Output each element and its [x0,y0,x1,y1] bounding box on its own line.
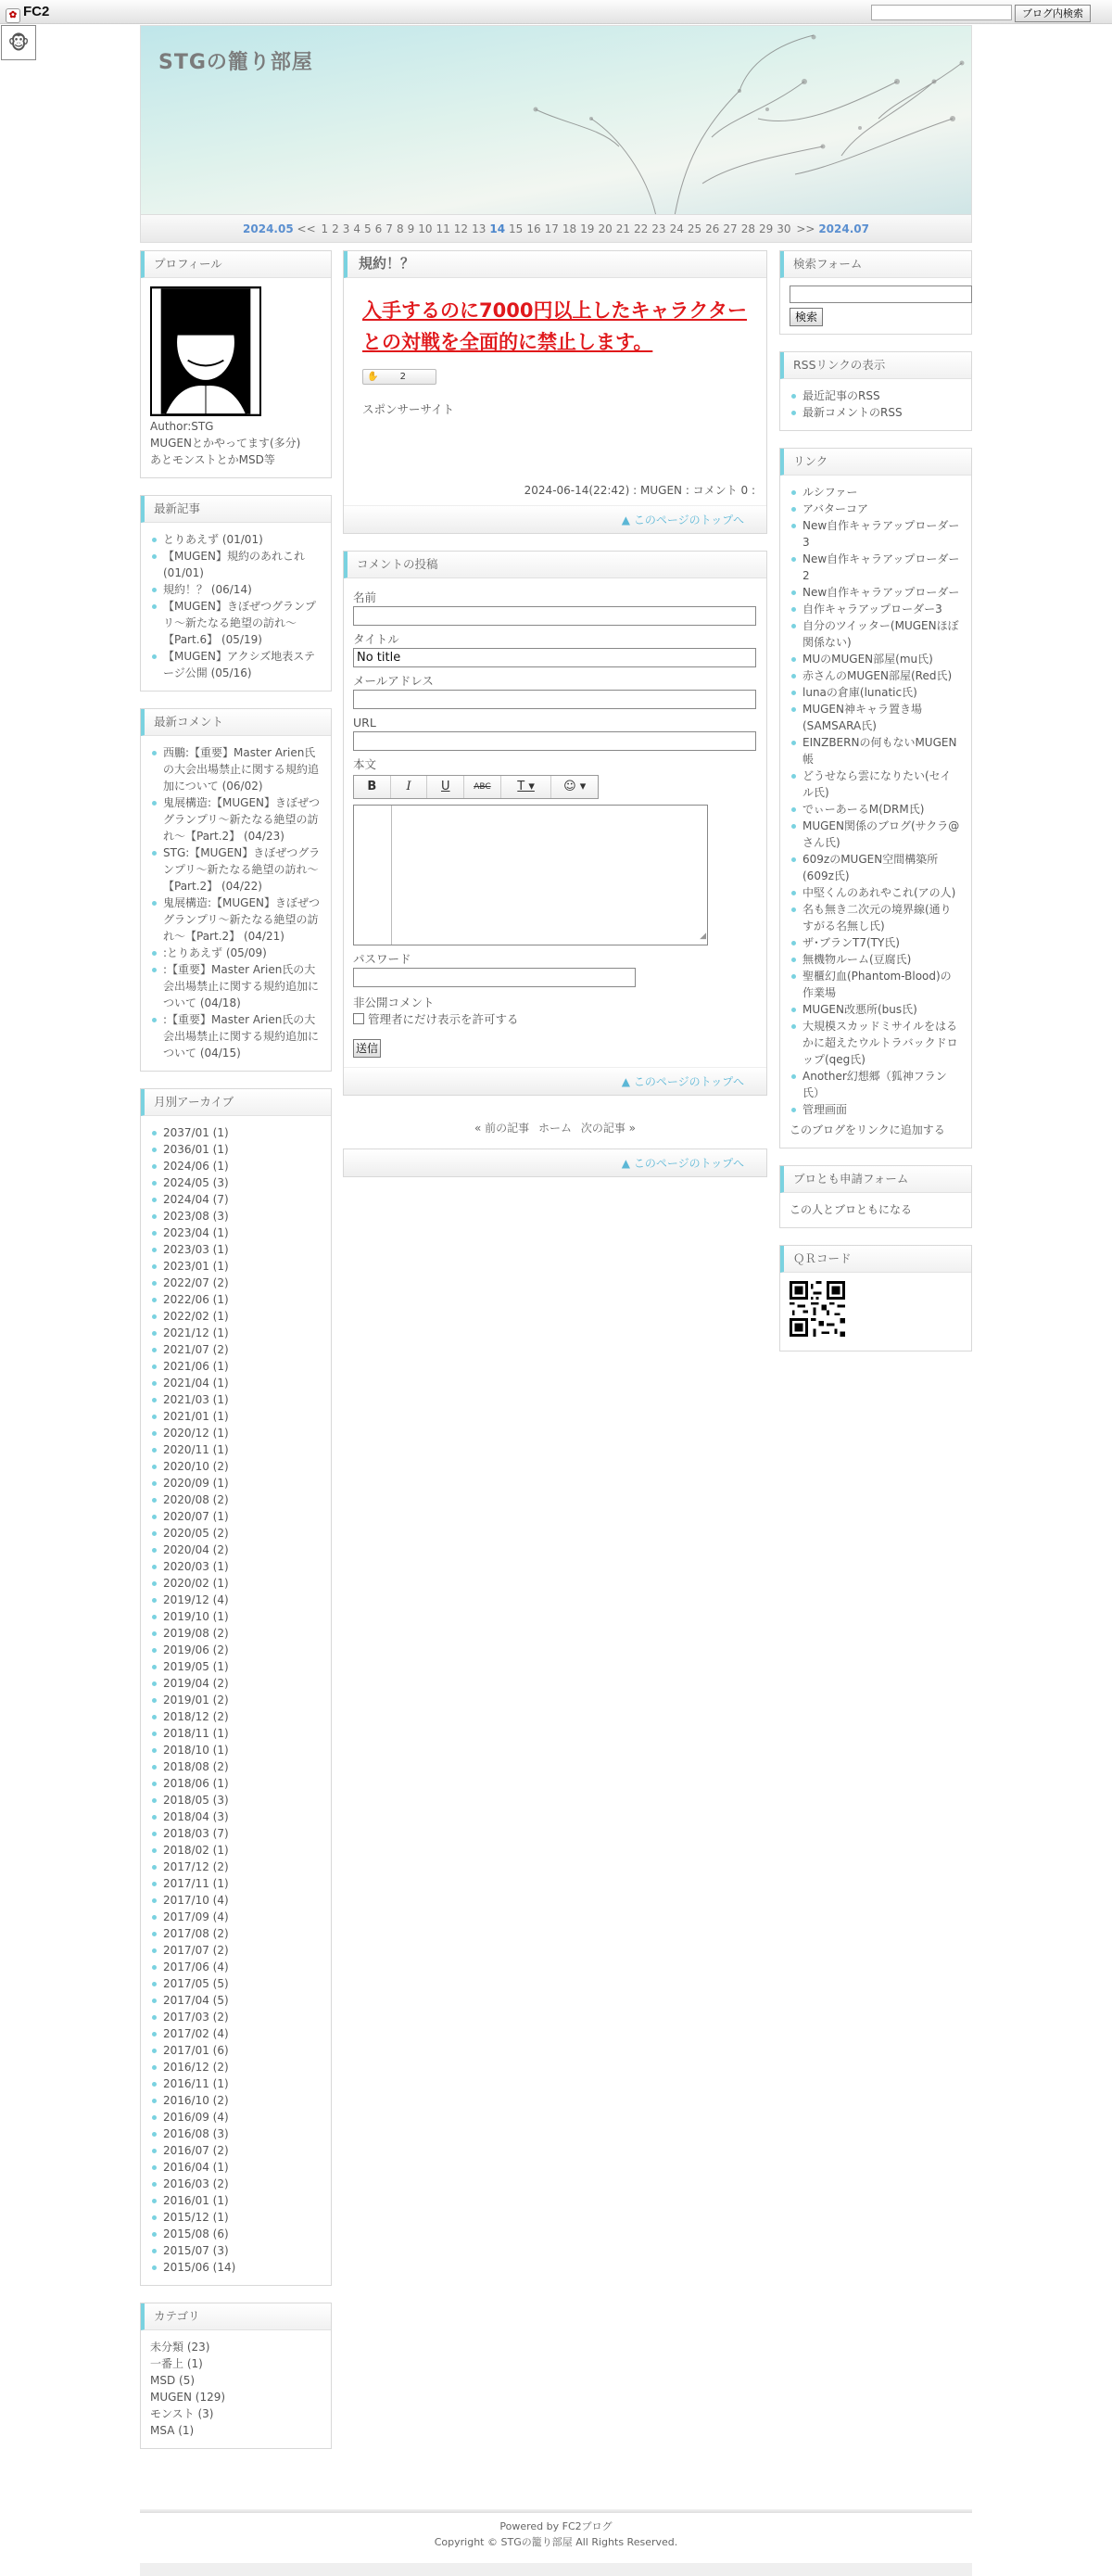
url-label: URL [353,716,376,730]
archive-item[interactable]: 2015/07 (3) [150,2242,322,2259]
footer-divider [140,2509,972,2513]
qr-code-icon [790,1281,845,1337]
archive-item[interactable]: 2037/01 (1) [150,1124,322,1141]
link-item[interactable]: MUのMUGEN部屋(mu氏) [790,651,962,667]
calendar-days [319,222,792,235]
archive-item[interactable]: 2018/05 (3) [150,1792,322,1808]
archive-item[interactable]: 2021/12 (1) [150,1325,322,1341]
recent-post-item[interactable]: 【MUGEN】アクシズ地表ステージ公開 (05/16) [150,648,322,681]
archive-item[interactable]: 2036/01 (1) [150,1141,322,1158]
archive-item[interactable]: 2017/09 (4) [150,1909,322,1925]
submit-button[interactable]: 送信 [353,1039,381,1058]
search-form-heading: 検索フォーム [780,251,971,278]
recent-comments-list [150,744,322,1061]
blog-wrapper [140,25,972,243]
secret-checkbox[interactable] [353,1013,364,1024]
category-item[interactable]: MUGEN (129) [150,2391,226,2404]
profile-heading: プロフィール [141,251,331,278]
entry-to-top-link[interactable]: ▲ このページのトップへ [344,505,766,533]
archive-item[interactable]: 2017/06 (4) [150,1959,322,1975]
archive-item[interactable]: 2023/01 (1) [150,1258,322,1275]
fc2-logo-icon: ✿ [6,8,20,23]
category-heading: カテゴリ [141,2303,331,2330]
link-item[interactable]: MUGEN神キャラ置き場(SAMSARA氏) [790,701,962,734]
calendar-day: 6 [374,222,383,235]
archive-item[interactable]: 2020/02 (1) [150,1575,322,1592]
archive-item[interactable]: 2018/11 (1) [150,1725,322,1742]
calendar-day: 3 [342,222,350,235]
archive-item[interactable]: 2022/07 (2) [150,1275,322,1291]
archive-item[interactable]: 2018/04 (3) [150,1808,322,1825]
calendar-day: 21 [615,222,631,235]
sponsor-label: スポンサーサイト [362,402,455,416]
calendar-next-arrow[interactable]: >> [796,222,815,235]
archive-item[interactable]: 2021/03 (1) [150,1391,322,1408]
calendar-day[interactable]: 14 [489,222,506,235]
calendar-day: 23 [651,222,666,235]
profile-avatar-icon [152,288,259,414]
archive-heading: 月別アーカイブ [141,1089,331,1116]
archive-item[interactable]: 2018/06 (1) [150,1775,322,1792]
branches-illustration [378,26,971,215]
pager-next-link[interactable]: 次の記事 » [580,1122,636,1135]
archive-item[interactable]: 2021/06 (1) [150,1358,322,1375]
link-item[interactable]: New自作キャラアップローダー [790,584,962,601]
archive-item[interactable]: 2019/08 (2) [150,1625,322,1642]
archive-item[interactable]: 2017/11 (1) [150,1875,322,1892]
bottom-strip [140,2563,972,2576]
blog-header [140,25,972,215]
calendar-prev-arrow[interactable]: << [297,222,316,235]
calendar-day: 29 [758,222,774,235]
links-box [779,448,972,1148]
archive-item[interactable]: 2018/08 (2) [150,1758,322,1775]
recent-comment-item[interactable]: :とりあえず (05/09) [150,945,322,961]
archive-item[interactable]: 2017/03 (2) [150,2009,322,2025]
category-item[interactable]: MSA (1) [150,2424,195,2437]
archive-item[interactable]: 2024/06 (1) [150,1158,322,1174]
category-box [140,2303,332,2449]
category-list [150,2339,322,2439]
comment-body-textarea[interactable] [353,805,708,945]
archive-item[interactable]: 2024/05 (3) [150,1174,322,1191]
calendar-day: 7 [385,222,393,235]
powered-by-link[interactable]: Powered by FC2ブログ [499,2520,613,2532]
rss-item[interactable]: 最近記事のRSS [790,387,962,404]
link-item[interactable]: 自作キャラアップローダー3 [790,601,962,617]
main-column [343,250,767,1194]
calendar-day: 9 [407,222,415,235]
qr-box [779,1245,972,1351]
archive-item[interactable]: 2016/11 (1) [150,2075,322,2092]
link-item[interactable]: 管理画面 [790,1101,962,1118]
archive-item[interactable]: 2023/03 (1) [150,1241,322,1258]
link-item[interactable]: Another幻想郷（狐神フラン氏） [790,1068,962,1101]
calendar-day: 19 [580,222,595,235]
archive-item[interactable]: 2017/07 (2) [150,1942,322,1959]
footer [140,2519,972,2550]
name-label: 名前 [353,590,377,604]
secret-label: 非公開コメント [353,996,435,1009]
archive-item[interactable]: 2015/06 (14) [150,2259,322,2276]
blog-title[interactable]: STGの籠り部屋 [158,51,313,74]
editor-toolbar [353,775,599,799]
secret-row [353,1011,757,1028]
archive-item[interactable]: 2020/04 (2) [150,1542,322,1558]
calendar-day: 18 [562,222,577,235]
calendar-day: 17 [544,222,559,235]
pager [343,1112,767,1148]
friend-form-heading: ブロとも申請フォーム [780,1166,971,1193]
calendar-day: 30 [777,222,791,235]
recent-comments-box [140,708,332,1072]
archive-item[interactable]: 2023/04 (1) [150,1225,322,1241]
rss-item[interactable]: 最新コメントのRSS [790,404,962,421]
password-label: パスワード [353,952,411,966]
category-item[interactable]: 一番上 (1) [150,2357,203,2370]
link-item[interactable]: 自分のツイッター(MUGENほぼ関係ない) [790,617,962,651]
archive-item[interactable]: 2017/02 (4) [150,2025,322,2042]
link-item[interactable]: 大規模スカッドミサイルをはるかに超えたウルトラバックドロップ(qeg氏) [790,1018,962,1068]
calendar-prev-month[interactable]: 2024.05 [243,222,294,235]
archive-list [150,1124,322,2276]
left-sidebar [140,250,332,2466]
title-label: タイトル [353,632,399,646]
clap-count: 2 [399,372,407,382]
profile-box [140,250,332,478]
category-item[interactable]: MSD (5) [150,2374,196,2387]
entry-meta: 2024-06-14(22:42) : MUGEN : コメント 0 : [524,484,755,497]
archive-item[interactable]: 2017/01 (6) [150,2042,322,2059]
resize-handle-icon[interactable]: ◢ [700,932,706,941]
secret-checkbox-label: 管理者にだけ表示を許可する [367,1012,519,1026]
link-item[interactable]: 中堅くんのあれやこれ(アの人) [790,884,962,901]
profile-avatar [150,286,261,416]
rss-heading: RSSリンクの表示 [780,352,971,379]
archive-item[interactable]: 2021/01 (1) [150,1408,322,1425]
recent-post-item[interactable]: 【MUGEN】規約のあれこれ (01/01) [150,548,322,581]
recent-post-item[interactable]: 規約！？ (06/14) [150,581,322,598]
text-color-icon[interactable]: T ▾ [501,776,552,798]
rss-list [790,387,962,421]
archive-item[interactable]: 2016/01 (1) [150,2192,322,2209]
underline-icon[interactable]: U [427,776,464,798]
recent-comment-item[interactable]: 鬼展構造:【MUGEN】きぼぜつグランプリ～新たなる絶望の訪れ～【Part.2】 (04/23) [150,794,322,844]
title-field[interactable]: No title [353,648,756,667]
link-item[interactable]: ルシファー [790,484,962,501]
links-heading: リンク [780,449,971,476]
link-item[interactable]: MUGEN関係のブログ(サクラ@さん氏) [790,818,962,851]
name-field[interactable] [353,606,756,626]
copyright-text: Copyright © STGの籠り部屋 All Rights Reserved. [434,2536,678,2548]
pager-prev-link[interactable]: « 前の記事 [474,1122,530,1135]
calendar-day: 8 [396,222,404,235]
blog-search-button[interactable]: ブログ内検索 [1015,5,1091,22]
recent-posts-list [150,531,322,681]
recent-post-item[interactable]: 【MUGEN】きぼぜつグランプリ～新たなる絶望の訪れ～【Part.6】 (05/19) [150,598,322,648]
archive-item[interactable]: 2015/12 (1) [150,2209,322,2226]
calendar-day: 10 [418,222,433,235]
rss-box [779,351,972,431]
calendar-next-month[interactable]: 2024.07 [818,222,869,235]
fc2-logo[interactable] [6,4,49,23]
calendar-day: 20 [598,222,613,235]
link-item[interactable]: 無機物ルーム(豆腐氏) [790,951,962,968]
recent-comments-heading: 最新コメント [141,709,331,736]
clap-button[interactable] [362,369,436,385]
archive-item[interactable]: 2016/12 (2) [150,2059,322,2075]
calendar-day: 27 [723,222,738,235]
url-field[interactable] [353,731,756,751]
archive-item[interactable]: 2016/04 (1) [150,2159,322,2176]
email-field[interactable] [353,690,756,709]
archive-box [140,1088,332,2286]
calendar-day: 16 [526,222,541,235]
link-item[interactable]: New自作キャラアップローダー3 [790,517,962,551]
calendar-day: 4 [353,222,361,235]
fc2-logo-text: FC2 [23,4,50,19]
archive-item[interactable]: 2021/07 (2) [150,1341,322,1358]
calendar-day: 24 [669,222,684,235]
pager-home-link[interactable]: ホーム [537,1122,572,1135]
archive-item[interactable]: 2020/08 (2) [150,1491,322,1508]
calendar-day: 12 [453,222,469,235]
archive-item[interactable]: 2016/10 (2) [150,2092,322,2109]
right-sidebar [779,250,972,1368]
recent-post-item[interactable]: とりあえず (01/01) [150,531,322,548]
archive-item[interactable]: 2017/10 (4) [150,1892,322,1909]
sidebar-search-button[interactable]: 検索 [790,308,823,326]
friend-form-box [779,1165,972,1228]
archive-item[interactable]: 2023/08 (3) [150,1208,322,1225]
link-item[interactable]: EINZBERNの何もないMUGEN帳 [790,734,962,768]
archive-item[interactable]: 2017/12 (2) [150,1859,322,1875]
archive-item[interactable]: 2016/09 (4) [150,2109,322,2126]
link-item[interactable]: でぃーあーるM(DRM氏) [790,801,962,818]
entry-red-link[interactable]: 入手するのに7000円以上したキャラクターとの対戦を全面的に禁止します。 [362,299,748,353]
archive-item[interactable]: 2016/08 (3) [150,2126,322,2142]
archive-item[interactable]: 2020/10 (2) [150,1458,322,1475]
friend-form-link[interactable]: この人とブロともになる [790,1203,913,1216]
profile-line2: あとモンストとかMSD等 [150,453,275,466]
recent-comment-item[interactable]: 西鵬:【重要】Master Arien氏の大会出場禁止に関する規約追加について (06/02) [150,744,322,794]
fc2-toolbar [0,0,1112,24]
bold-icon[interactable]: B [354,776,391,798]
category-item[interactable]: 未分類 (23) [150,2341,210,2354]
blog-search-input[interactable] [871,5,1012,20]
archive-item[interactable]: 2015/08 (6) [150,2226,322,2242]
archive-item[interactable]: 2017/05 (5) [150,1975,322,1992]
link-item[interactable]: 聖櫃幻血(Phantom-Blood)の作業場 [790,968,962,1001]
archive-item[interactable]: 2019/12 (4) [150,1592,322,1608]
link-item[interactable]: アバターコア [790,501,962,517]
archive-item[interactable]: 2016/03 (2) [150,2176,322,2192]
pager-to-top-link[interactable]: ▲ このページのトップへ [344,1149,766,1176]
calendar-day: 26 [705,222,720,235]
calendar-day: 1 [321,222,329,235]
recent-posts-heading: 最新記事 [141,496,331,523]
link-item[interactable]: New自作キャラアップローダー2 [790,551,962,584]
qr-heading: ＱＲコード [780,1246,971,1273]
calendar-bar [140,215,972,243]
archive-item[interactable]: 2018/10 (1) [150,1742,322,1758]
archive-item[interactable]: 2022/02 (1) [150,1308,322,1325]
archive-item[interactable]: 2019/04 (2) [150,1675,322,1692]
entry-title[interactable]: 規約！？ [344,251,766,278]
archive-item[interactable]: 2018/03 (7) [150,1825,322,1842]
body-label: 本文 [353,757,377,771]
link-item[interactable]: 609zのMUGEN空間構築所(609z氏) [790,851,962,884]
recent-posts-box [140,495,332,692]
recent-comment-item[interactable]: 鬼展構造:【MUGEN】きぼぜつグランプリ～新たなる絶望の訪れ～【Part.2】 (04/21) [150,895,322,945]
archive-item[interactable]: 2022/06 (1) [150,1291,322,1308]
archive-item[interactable]: 2017/04 (5) [150,1992,322,2009]
entry-box [343,250,767,534]
archive-item[interactable]: 2018/12 (2) [150,1708,322,1725]
email-label: メールアドレス [353,674,434,688]
link-item[interactable]: どうせなら雲になりたい(セイル氏) [790,768,962,801]
user-avatar-icon[interactable]: 🐵 [1,25,36,60]
archive-item[interactable]: 2024/04 (7) [150,1191,322,1208]
italic-icon[interactable]: I [391,776,428,798]
archive-item[interactable]: 2020/03 (1) [150,1558,322,1575]
calendar-day: 11 [436,222,450,235]
form-to-top-link[interactable]: ▲ このページのトップへ [344,1067,766,1095]
calendar-day: 25 [687,222,702,235]
link-item[interactable]: lunaの倉庫(lunatic氏) [790,684,962,701]
search-form-box [779,250,972,335]
category-item[interactable]: モンスト (3) [150,2407,214,2420]
recent-comment-item[interactable]: :【重要】Master Arien氏の大会出場禁止に関する規約追加について (04/15) [150,1011,322,1061]
links-list [790,484,962,1118]
archive-item[interactable]: 2020/07 (1) [150,1508,322,1525]
strikethrough-icon[interactable]: ABC [464,776,501,798]
archive-item[interactable]: 2020/11 (1) [150,1441,322,1458]
archive-item[interactable]: 2019/05 (1) [150,1658,322,1675]
calendar-day: 22 [634,222,649,235]
archive-item[interactable]: 2019/01 (2) [150,1692,322,1708]
emoticon-icon[interactable]: ☺ ▾ [563,780,587,793]
link-item[interactable]: ザ･ブランT7(TY氏) [790,934,962,951]
archive-item[interactable]: 2018/02 (1) [150,1842,322,1859]
pager-to-top-box [343,1148,767,1177]
archive-item[interactable]: 2020/05 (2) [150,1525,322,1542]
archive-item[interactable]: 2020/09 (1) [150,1475,322,1491]
archive-item[interactable]: 2019/10 (1) [150,1608,322,1625]
archive-item[interactable]: 2021/04 (1) [150,1375,322,1391]
add-link-link[interactable]: このブログをリンクに追加する [790,1123,945,1136]
link-item[interactable]: MUGEN改悪所(bus氏) [790,1001,962,1018]
calendar-day: 2 [332,222,339,235]
profile-author: Author:STG [150,420,214,433]
recent-comment-item[interactable]: :【重要】Master Arien氏の大会出場禁止に関する規約追加について (04/18) [150,961,322,1011]
comment-form-heading: コメントの投稿 [344,552,766,578]
archive-item[interactable]: 2016/07 (2) [150,2142,322,2159]
calendar-day: 15 [509,222,524,235]
calendar-day: 28 [740,222,755,235]
clap-icon: ✋ [367,372,379,382]
archive-item[interactable]: 2019/06 (2) [150,1642,322,1658]
comment-form-box [343,551,767,1096]
profile-line1: MUGENとかやってます(多分) [150,437,301,450]
calendar-day: 5 [364,222,372,235]
archive-item[interactable]: 2017/08 (2) [150,1925,322,1942]
calendar-day: 13 [472,222,486,235]
recent-comment-item[interactable]: STG:【MUGEN】きぼぜつグランプリ～新たなる絶望の訪れ～【Part.2】 (04/22) [150,844,322,895]
archive-item[interactable]: 2020/12 (1) [150,1425,322,1441]
sidebar-search-input[interactable] [790,286,972,303]
password-field[interactable] [353,968,636,987]
link-item[interactable]: 赤さんのMUGEN部屋(Red氏) [790,667,962,684]
link-item[interactable]: 名も無き二次元の境界線(通りすがる名無し氏) [790,901,962,934]
